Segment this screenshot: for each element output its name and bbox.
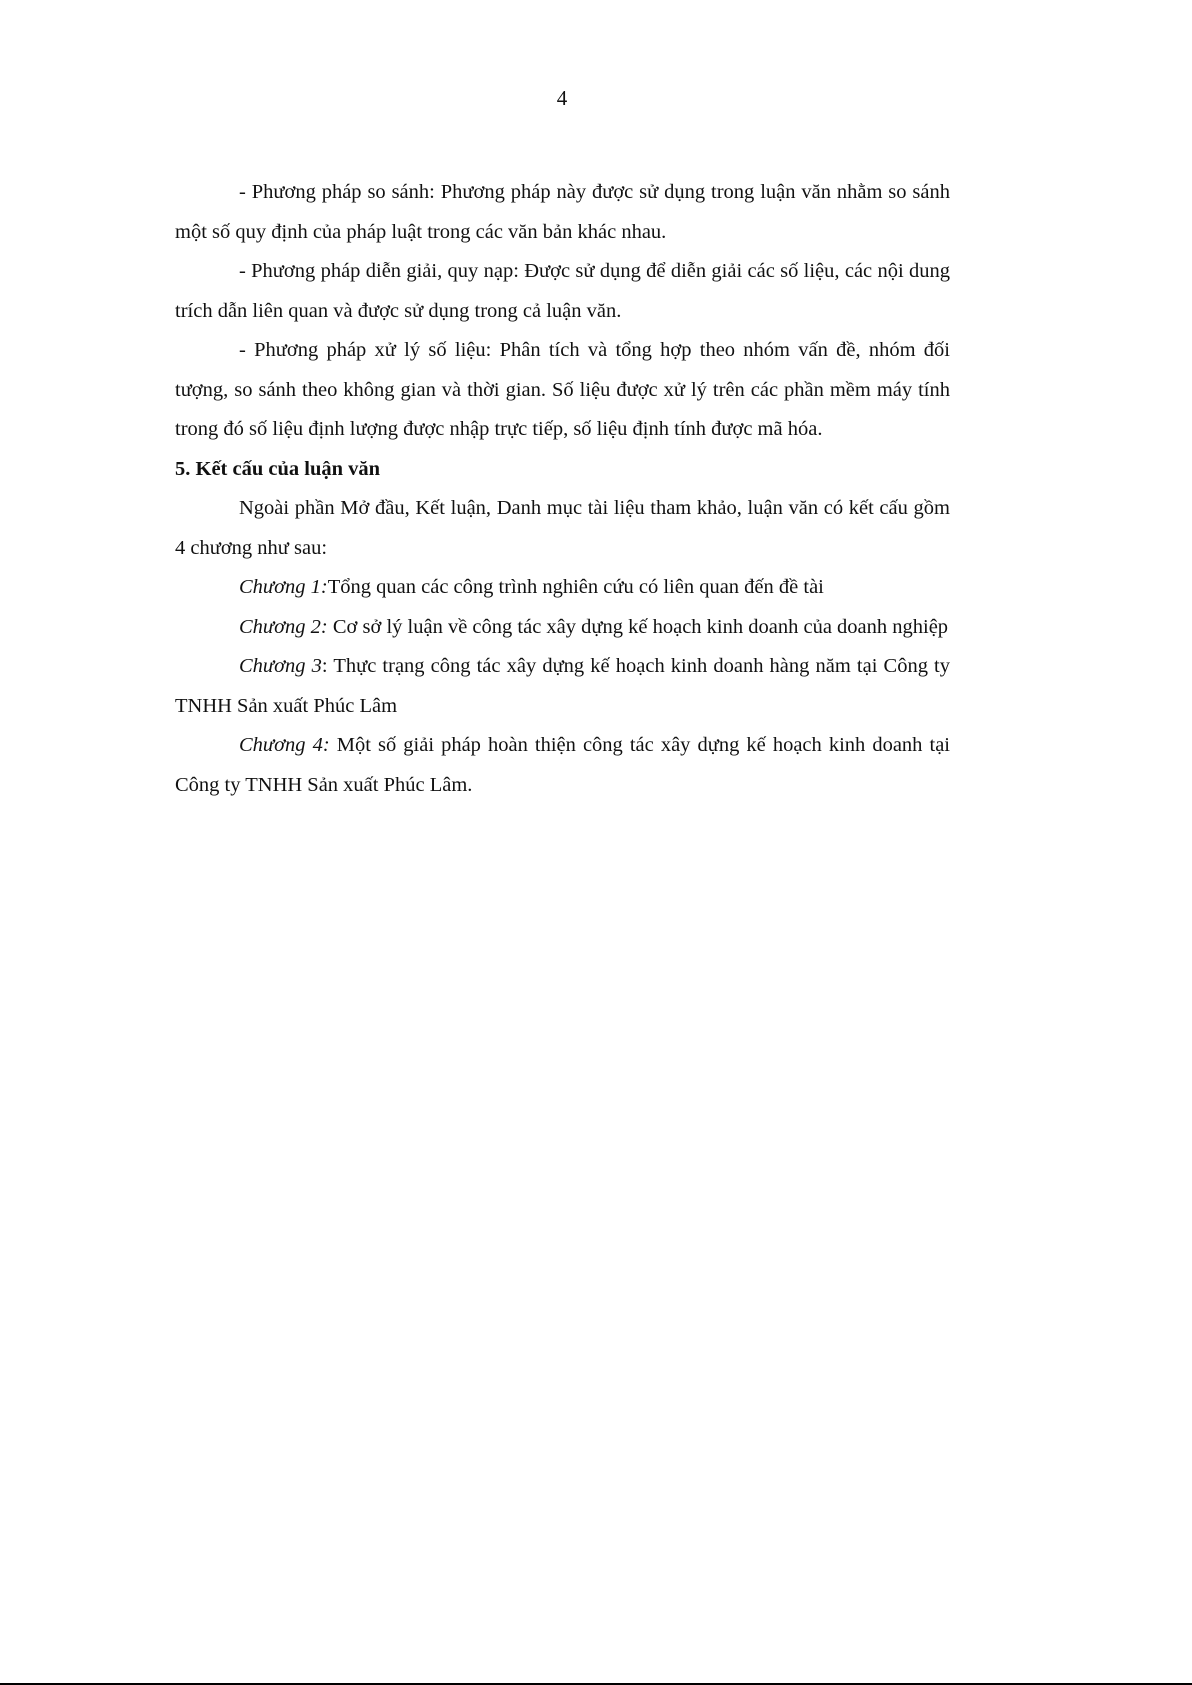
chapter-1-paragraph: [175, 568, 950, 608]
chapter-3-text: : Thực trạng công tác xây dựng kế hoạch kinh doanh hàng năm tại Công ty TNHH Sản xuất Phúc Lâm: [175, 655, 950, 717]
section-heading: 5. Kết cấu của luận văn: [175, 457, 381, 480]
method-paragraph-interpretation: - Phương pháp diễn giải, quy nạp: Được sử dụng để diễn giải các số liệu, các nội dung trích dẫn liên quan và được sử dụng trong cả luận văn.: [175, 260, 950, 322]
chapter-4-text: Một số giải pháp hoàn thiện công tác xây dựng kế hoạch kinh doanh tại Công ty TNHH Sản xuất Phúc Lâm.: [175, 734, 950, 796]
page-body: [175, 173, 950, 805]
chapter-3-label: Chương 3: [239, 655, 322, 677]
chapter-3-paragraph: [175, 647, 950, 726]
chapter-4-paragraph: [175, 726, 950, 805]
chapter-1-label: Chương 1:: [239, 576, 328, 598]
chapter-4-label: Chương 4:: [239, 734, 330, 756]
method-paragraph-comparison: - Phương pháp so sánh: Phương pháp này được sử dụng trong luận văn nhằm so sánh một số quy định của pháp luật trong các văn bản khác nhau.: [175, 181, 950, 243]
page-number: 4: [556, 86, 568, 110]
chapter-2-label: Chương 2:: [239, 615, 328, 638]
structure-intro-paragraph: Ngoài phần Mở đầu, Kết luận, Danh mục tài liệu tham khảo, luận văn có kết cấu gồm 4 chương như sau:: [175, 497, 950, 559]
chapter-1-text: Tổng quan các công trình nghiên cứu có liên quan đến đề tài: [327, 576, 824, 598]
method-paragraph-data-processing: - Phương pháp xử lý số liệu: Phân tích và tổng hợp theo nhóm vấn đề, nhóm đối tượng, so sánh theo không gian và thời gian. Số liệu được xử lý trên các phần mềm máy tính trong đó số liệu định lượng được nhập trực tiếp, số liệu định tính được mã hóa.: [175, 339, 950, 440]
chapter-2-text: Cơ sở lý luận về công tác xây dựng kế hoạch kinh doanh của doanh nghiệp: [327, 615, 949, 638]
chapter-2-paragraph: [175, 608, 950, 648]
